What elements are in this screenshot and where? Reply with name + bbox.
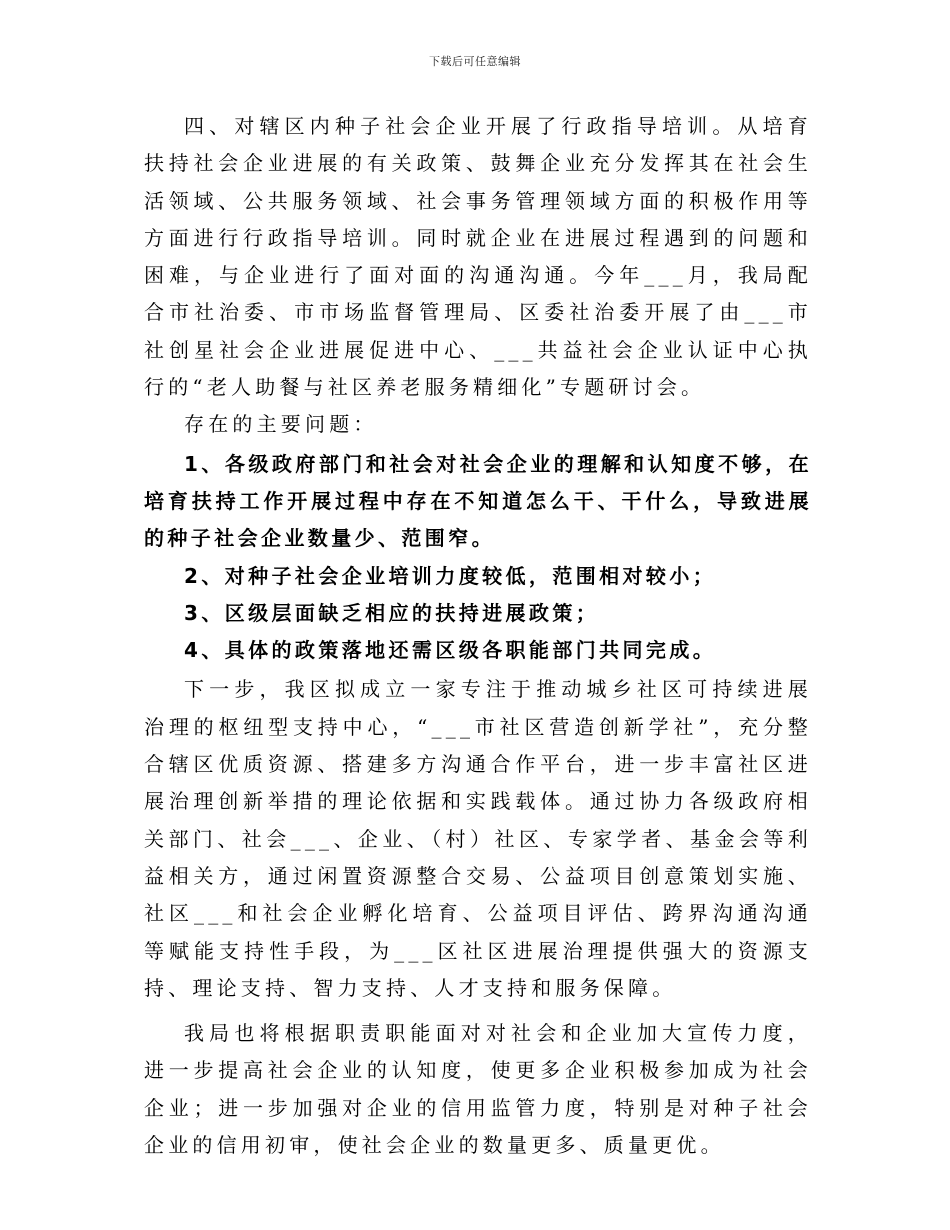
- page-header: 下载后可任意编辑: [429, 55, 521, 68]
- paragraph-publicity: 我局也将根据职责职能面对对社会和企业加大宣传力度，进一步提高社会企业的认知度，使更多企业积极参加成为社会企业；进一步加强对企业的信用监管力度，特别是对种子社会企业的信用初审，使社会企业的数量更多、质量更优。: [144, 1021, 812, 1158]
- paragraph-training: 四、对辖区内种子社会企业开展了行政指导培训。从培育扶持社会企业进展的有关政策、鼓舞企业充分发挥其在社会生活领域、公共服务领域、社会事务管理领域方面的积极作用等方面进行行政指导培训。同时就企业在进展过程遇到的问题和困难，与企业进行了面对面的沟通沟通。今年___月，我局配合市社治委、市市场监督管理局、区委社治委开展了由___市社创星社会企业进展促进中心、___共益社会企业认证中心执行的“老人助餐与社区养老服务精细化”专题研讨会。: [144, 114, 812, 400]
- problem-item-3: 3、区级层面缺乏相应的扶持进展政策；: [184, 600, 600, 625]
- problem-item-2: 2、对种子社会企业培训力度较低，范围相对较小；: [184, 563, 717, 588]
- problem-item-4: 4、具体的政策落地还需区级各职能部门共同完成。: [184, 638, 717, 663]
- problem-item-1: 1、各级政府部门和社会对社会企业的理解和认知度不够，在培育扶持工作开展过程中存在不知道怎么干、干什么，导致进展的种子社会企业数量少、范围窄。: [144, 451, 812, 551]
- document-body: [144, 108, 812, 1164]
- paragraph-next-step: 下一步，我区拟成立一家专注于推动城乡社区可持续进展治理的枢纽型支持中心，“___市社区营造创新学社”，充分整合辖区优质资源、搭建多方沟通合作平台，进一步丰富社区进展治理创新举措的理论依据和实践载体。通过协力各级政府相关部门、社会___、企业、（村）社区、专家学者、基金会等利益相关方，通过闲置资源整合交易、公益项目创意策划实施、社区___和社会企业孵化培育、公益项目评估、跨界沟通沟通等赋能支持性手段，为___区社区进展治理提供强大的资源支持、理论支持、智力支持、人才支持和服务保障。: [144, 677, 812, 1000]
- paragraph-problems-heading: 存在的主要问题：: [184, 412, 378, 437]
